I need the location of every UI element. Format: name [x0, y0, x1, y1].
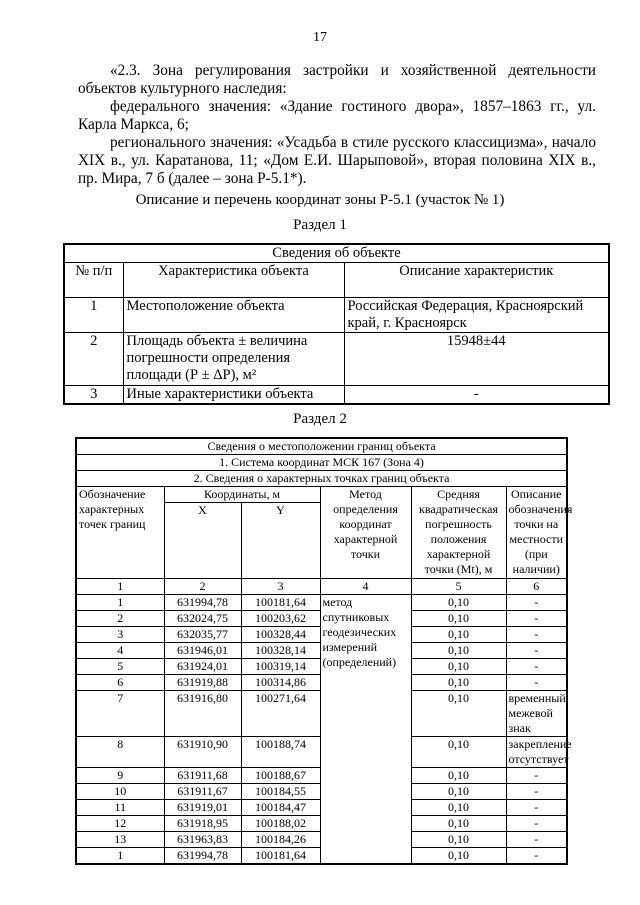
coord-y: 100314,86: [241, 675, 320, 691]
coord-y: 100271,64: [241, 691, 320, 737]
coord-y: 100181,64: [241, 595, 320, 611]
header-characteristic: Характеристика объекта: [123, 263, 344, 298]
error: 0,10: [411, 784, 506, 800]
intro-text: [78, 62, 596, 188]
point-description: -: [506, 832, 567, 848]
point-id: 2: [76, 611, 164, 627]
header-error: Средняя квадратическая погрешность положения характерной точки (Mt), м: [411, 487, 506, 579]
point-description: -: [506, 784, 567, 800]
header-method: Метод определения координат характерной точки: [320, 487, 411, 579]
point-description: -: [506, 627, 567, 643]
table-title: Сведения о местоположении границ объекта: [76, 438, 567, 455]
point-id: 5: [76, 659, 164, 675]
point-description: -: [506, 800, 567, 816]
point-id: 11: [76, 800, 164, 816]
section-1-title: Раздел 1: [293, 217, 347, 233]
point-id: 8: [76, 737, 164, 768]
coord-y: 100184,26: [241, 832, 320, 848]
row-number: 2: [64, 333, 123, 386]
coord-x: 631911,68: [164, 768, 241, 784]
characteristic: Местоположение объекта: [123, 298, 344, 333]
error: 0,10: [411, 643, 506, 659]
error: 0,10: [411, 611, 506, 627]
coord-y: 100184,47: [241, 800, 320, 816]
column-number: 5: [411, 579, 506, 595]
page-number: 17: [313, 30, 327, 45]
point-description: -: [506, 768, 567, 784]
object-info-table: [63, 243, 610, 405]
header-coords: Координаты, м: [164, 487, 320, 503]
row-number: 3: [64, 386, 123, 405]
description: 15948±44: [344, 333, 609, 386]
coord-x: 631910,90: [164, 737, 241, 768]
column-number: 1: [76, 579, 164, 595]
header-x: X: [164, 503, 241, 579]
error: 0,10: [411, 832, 506, 848]
coord-x: 631963,83: [164, 832, 241, 848]
point-id: 10: [76, 784, 164, 800]
point-description: -: [506, 675, 567, 691]
error: 0,10: [411, 659, 506, 675]
error: 0,10: [411, 800, 506, 816]
coord-x: 631916,80: [164, 691, 241, 737]
coord-x: 631994,78: [164, 595, 241, 611]
points-subtitle: 2. Сведения о характерных точках границ объекта: [76, 471, 567, 487]
error: 0,10: [411, 691, 506, 737]
error: 0,10: [411, 595, 506, 611]
column-number: 6: [506, 579, 567, 595]
coord-y: 100188,74: [241, 737, 320, 768]
characteristic: Иные характеристики объекта: [123, 386, 344, 405]
coord-y: 100328,44: [241, 627, 320, 643]
header-y: Y: [241, 503, 320, 579]
coord-y: 100188,67: [241, 768, 320, 784]
coord-y: 100328,14: [241, 643, 320, 659]
point-description: -: [506, 643, 567, 659]
coord-y: 100319,14: [241, 659, 320, 675]
intro-paragraph: «2.3. Зона регулирования застройки и хозяйственной деятельности объектов культурного наследия:: [78, 62, 596, 97]
point-id: 4: [76, 643, 164, 659]
coord-x: 632035,77: [164, 627, 241, 643]
description: Российская Федерация, Красноярский край, г. Красноярск: [344, 298, 609, 333]
method: метод спутниковых геодезических измерений (определений): [320, 595, 411, 865]
error: 0,10: [411, 675, 506, 691]
error: 0,10: [411, 848, 506, 865]
coord-x: 631946,01: [164, 643, 241, 659]
characteristic: Площадь объекта ± величина погрешности определения площади (Р ± ΔР), м²: [123, 333, 344, 386]
point-description: -: [506, 595, 567, 611]
point-id: 3: [76, 627, 164, 643]
table-title: Сведения об объекте: [64, 244, 609, 263]
description: -: [344, 386, 609, 405]
header-description: Описание характеристик: [344, 263, 609, 298]
intro-paragraph: регионального значения: «Усадьба в стиле русского классицизма», начало XIX в., ул. Каратанова, 11; «Дом Е.И. Шарыповой», вторая половина XIX в., пр. Мира, 7 б (далее – зона Р-5.1*).: [78, 134, 596, 187]
header-point: Обозначение характерных точек границ: [76, 487, 164, 579]
coord-x: 631919,88: [164, 675, 241, 691]
point-description: -: [506, 611, 567, 627]
error: 0,10: [411, 627, 506, 643]
error: 0,10: [411, 816, 506, 832]
header-number: № п/п: [64, 263, 123, 298]
coord-x: 631918,95: [164, 816, 241, 832]
point-description: закрепление отсутствует: [506, 737, 567, 768]
point-description: -: [506, 659, 567, 675]
coordinate-system: 1. Система координат МСК 167 (Зона 4): [76, 455, 567, 471]
boundary-points-table: [75, 437, 573, 865]
intro-paragraph: федерального значения: «Здание гостиного двора», 1857–1863 гг., ул. Карла Маркса, 6;: [78, 98, 596, 133]
coord-y: 100203,62: [241, 611, 320, 627]
point-id: 1: [76, 848, 164, 865]
column-number: 2: [164, 579, 241, 595]
coord-x: 631924,01: [164, 659, 241, 675]
coord-y: 100188,02: [241, 816, 320, 832]
point-id: 1: [76, 595, 164, 611]
point-description: временный межевой знак: [506, 691, 567, 737]
zone-heading: Описание и перечень координат зоны Р-5.1 (участок № 1): [135, 192, 505, 208]
point-id: 9: [76, 768, 164, 784]
header-desc: Описание обозначения точки на местности (при наличии): [506, 487, 567, 579]
coord-x: 631911,67: [164, 784, 241, 800]
coord-y: 100184,55: [241, 784, 320, 800]
column-number: 4: [320, 579, 411, 595]
column-number: 3: [241, 579, 320, 595]
coord-x: 631994,78: [164, 848, 241, 865]
coord-y: 100181,64: [241, 848, 320, 865]
coord-x: 631919,01: [164, 800, 241, 816]
section-2-title: Раздел 2: [293, 411, 347, 427]
error: 0,10: [411, 768, 506, 784]
point-id: 13: [76, 832, 164, 848]
row-number: 1: [64, 298, 123, 333]
point-id: 6: [76, 675, 164, 691]
table-row: [76, 595, 567, 611]
error: 0,10: [411, 737, 506, 768]
point-id: 12: [76, 816, 164, 832]
point-id: 7: [76, 691, 164, 737]
coord-x: 632024,75: [164, 611, 241, 627]
point-description: -: [506, 848, 567, 865]
point-description: -: [506, 816, 567, 832]
